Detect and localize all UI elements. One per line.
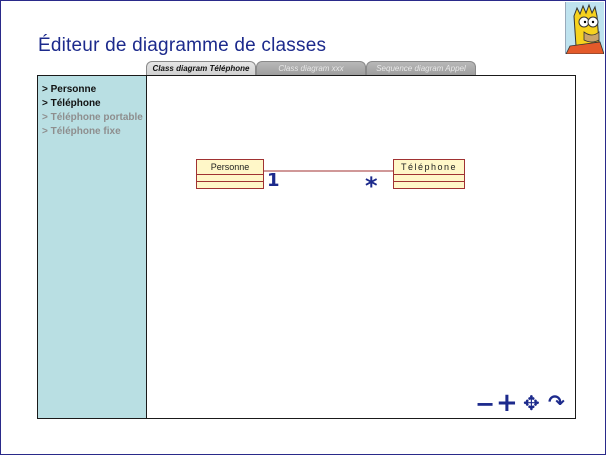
class-attributes (197, 175, 263, 182)
class-attributes (394, 175, 464, 182)
tab-sequence-diagram-appel[interactable]: Sequence diagram Appel (366, 61, 476, 76)
zoom-out-button[interactable]: − (475, 390, 496, 418)
page-title: Éditeur de diagramme de classes (38, 35, 327, 56)
multiplicity-many: * (365, 172, 378, 200)
undo-icon[interactable]: ↷ (548, 390, 565, 414)
association-line (147, 76, 575, 418)
zoom-in-button[interactable]: + (496, 388, 518, 418)
class-name: Téléphone (394, 160, 464, 175)
sidebar-item-telephone-portable[interactable]: > Téléphone portable (42, 112, 143, 123)
sidebar-item-telephone[interactable]: > Téléphone (42, 98, 101, 109)
diagram-canvas[interactable] (147, 76, 575, 418)
class-name: Personne (197, 160, 263, 175)
cartoon-avatar-icon (565, 2, 604, 54)
class-methods (394, 182, 464, 188)
tab-class-diagram-telephone[interactable]: Class diagram Téléphone (146, 61, 256, 76)
class-sidebar (38, 76, 147, 418)
editor-panel (37, 75, 576, 419)
class-methods (197, 182, 263, 188)
move-icon[interactable]: ✥ (523, 391, 540, 415)
multiplicity-one: 1 (267, 170, 280, 191)
tab-class-diagram-xxx[interactable]: Class diagram xxx (256, 61, 366, 76)
class-box-personne[interactable] (196, 159, 264, 189)
sidebar-item-personne[interactable]: > Personne (42, 84, 97, 95)
class-list (38, 83, 146, 139)
sidebar-item-telephone-fixe[interactable]: > Téléphone fixe (42, 126, 121, 137)
class-box-telephone[interactable] (393, 159, 465, 189)
